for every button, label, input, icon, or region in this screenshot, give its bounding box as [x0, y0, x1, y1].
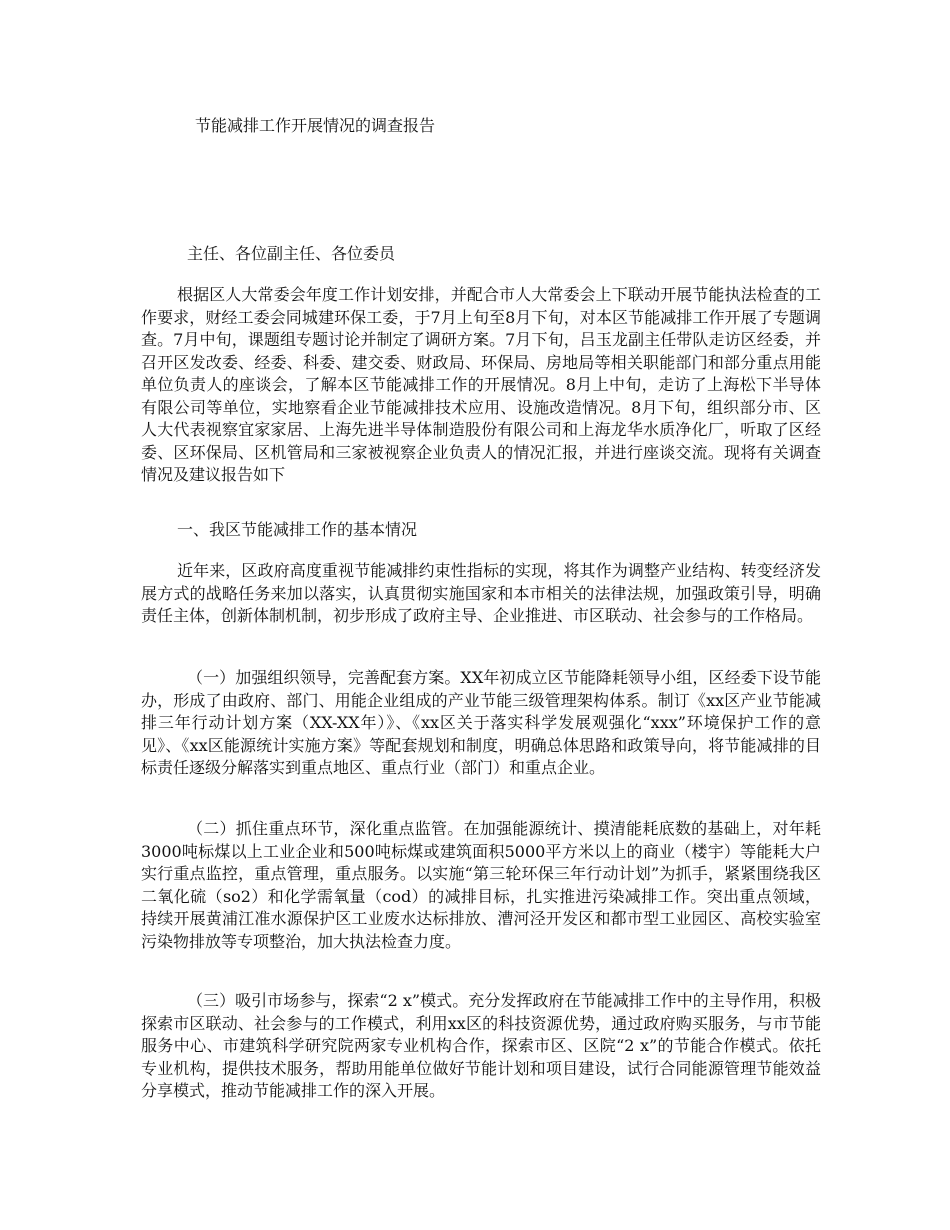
salutation: 主任、各位副主任、各位委员 — [187, 244, 396, 263]
document-title: 节能减排工作开展情况的调查报告 — [195, 116, 436, 135]
section-heading: 一、我区节能减排工作的基本情况 — [177, 520, 418, 539]
item-paragraph-3: （三）吸引市场参与，探索“2 x”模式。充分发挥政府在节能减排工作中的主导作用，积极探索市区联动、社会参与的工作模式，利用xx区的科技资源优势，通过政府购买服务，与市节能服务中心、市建筑科学研究院两家专业机构合作，探索市区、区院“2 x”的节能合作模式。依托专业机构，提供技术服务，帮助用能单位做好节能计划和项目建设，试行合同能源管理节能效益分享模式，推动节能减排工作的深入开展。 — [141, 991, 821, 1100]
section-intro-paragraph: 近年来，区政府高度重视节能减排约束性指标的实现，将其作为调整产业结构、转变经济发展方式的战略任务来加以落实，认真贯彻实施国家和本市相关的法律法规，加强政策引导，明确责任主体，创新体制机制，初步形成了政府主导、企业推进、市区联动、社会参与的工作格局。 — [141, 561, 821, 625]
intro-paragraph: 根据区人大常委会年度工作计划安排，并配合市人大常委会上下联动开展节能执法检查的工作要求，财经工委会同城建环保工委，于7月上旬至8月下旬，对本区节能减排工作开展了专题调查。7月中旬，课题组专题讨论并制定了调研方案。7月下旬，吕玉龙副主任带队走访区经委，并召开区发改委、经委、科委、建交委、财政局、环保局、房地局等相关职能部门和部分重点用能单位负责人的座谈会，了解本区节能减排工作的开展情况。8月上中旬，走访了上海松下半导体有限公司等单位，实地察看企业节能减排技术应用、设施改造情况。8月下旬，组织部分市、区人大代表视察宜家家居、上海先进半导体制造股份有限公司和上海龙华水质净化厂，听取了区经委、区环保局、区机管局和三家被视察企业负责人的情况汇报，并进行座谈交流。现将有关调查情况及建议报告如下 — [141, 285, 821, 484]
item-paragraph-2: （二）抓住重点环节，深化重点监管。在加强能源统计、摸清能耗底数的基础上，对年耗3000吨标煤以上工业企业和500吨标煤或建筑面积5000平方米以上的商业（楼宇）等能耗大户实行重点监控，重点管理，重点服务。以实施“第三轮环保三年行动计划”为抓手，紧紧围绕我区二氧化硫（so2）和化学需氧量（cod）的减排目标，扎实推进污染减排工作。突出重点领域，持续开展黄浦江准水源保护区工业废水达标排放、漕河泾开发区和都市型工业园区、高校实验室污染物排放等专项整治，加大执法检查力度。 — [141, 819, 821, 951]
item-paragraph-1: （一）加强组织领导，完善配套方案。XX年初成立区节能降耗领导小组，区经委下设节能办，形成了由政府、部门、用能企业组成的产业节能三级管理架构体系。制订《xx区产业节能减排三年行动计划方案（XX-XX年）》、《xx区关于落实科学发展观强化“xxx”环境保护工作的意见》、《xx区能源统计实施方案》等配套规划和制度，明确总体思路和政策导向，将节能减排的目标责任逐级分解落实到重点地区、重点行业（部门）和重点企业。 — [141, 668, 821, 777]
